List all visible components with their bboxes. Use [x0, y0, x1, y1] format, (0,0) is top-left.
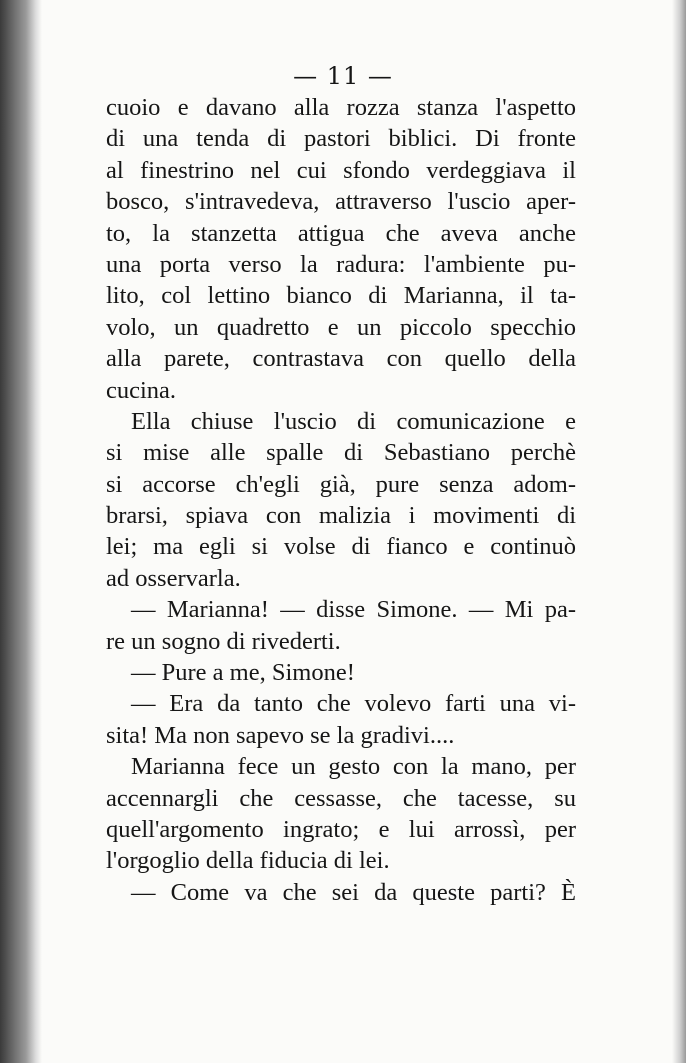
page-edge-shadow — [672, 0, 686, 1063]
text-line: — Era da tanto che volevo farti una vi- — [131, 690, 576, 718]
text-line: cuoio e davano alla rozza stanza l'aspetto — [106, 94, 576, 121]
text-line: — Marianna! — disse Simone. — Mi pa- — [131, 596, 576, 624]
text-line: una porta verso la radura: l'ambiente pu- — [106, 250, 576, 278]
text-line: alla parete, contrastava con quello della — [106, 345, 576, 373]
text-line: lei; ma egli si volse di fianco e continuò — [106, 533, 576, 561]
text-line: al finestrino nel cui sfondo verdeggiava il — [106, 156, 576, 184]
text-line: accennargli che cessasse, che tacesse, su — [106, 784, 576, 812]
text-line: — Pure a me, Simone! — [131, 659, 355, 687]
page-number: — 11 — — [293, 62, 393, 90]
text-line: to, la stanzetta attigua che aveva anche — [106, 219, 576, 247]
text-line: lito, col lettino bianco di Marianna, il ta- — [106, 282, 576, 310]
binding-shadow — [0, 0, 42, 1063]
text-line: si accorse ch'egli già, pure senza adom- — [106, 470, 576, 498]
text-line: re un sogno di rivederti. — [106, 627, 341, 655]
text-line: quell'argomento ingrato; e lui arrossì, per — [106, 815, 576, 843]
text-line: l'orgoglio della fiducia di lei. — [106, 847, 390, 875]
text-line: Marianna fece un gesto con la mano, per — [131, 753, 576, 781]
text-line: si mise alle spalle di Sebastiano perchè — [106, 439, 576, 467]
text-line: ad osservarla. — [106, 564, 241, 592]
text-line: sita! Ma non sapevo se la gradivi.... — [106, 721, 455, 749]
body-text — [106, 92, 576, 908]
text-line: brarsi, spiava con malizia i movimenti di — [106, 502, 576, 530]
text-line: — Come va che sei da queste parti? È — [131, 878, 576, 906]
text-line: di una tenda di pastori biblici. Di fronte — [106, 125, 576, 153]
text-line: volo, un quadretto e un piccolo specchio — [106, 313, 576, 341]
text-line: cucina. — [106, 376, 177, 404]
text-line: bosco, s'intravedeva, attraverso l'uscio aper- — [106, 188, 576, 216]
text-line: Ella chiuse l'uscio di comunicazione e — [131, 407, 576, 435]
